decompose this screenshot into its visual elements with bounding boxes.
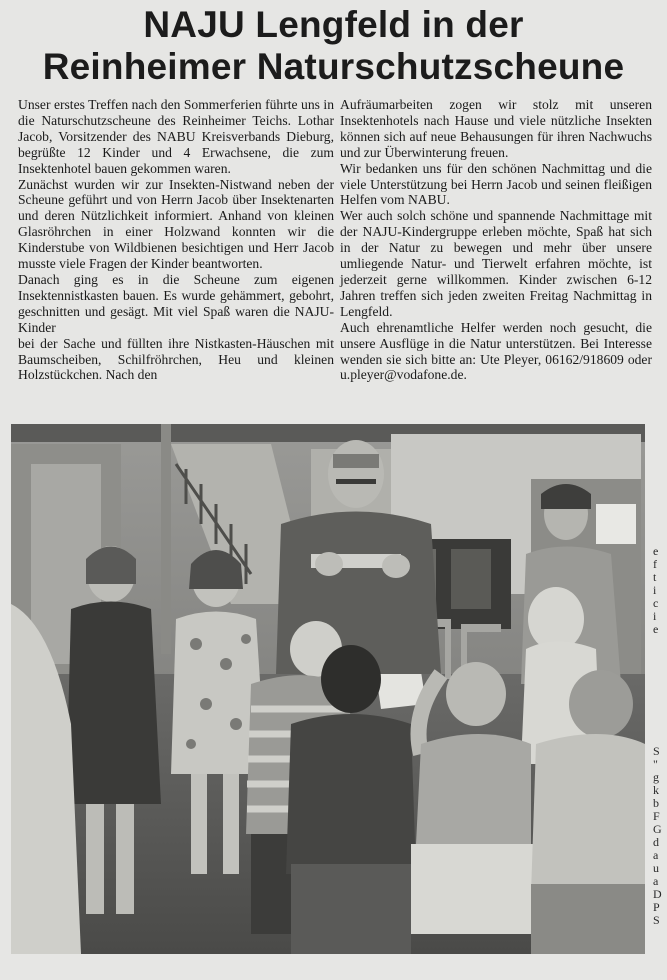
edge-letter: d <box>653 835 659 849</box>
edge-letter: t <box>653 570 657 584</box>
headline-line-1: NAJU Lengfeld in der <box>143 4 524 45</box>
edge-letter: g <box>653 770 659 784</box>
edge-letter: a <box>653 848 659 862</box>
paragraph: Auch ehrenamtliche Helfer werden noch gesucht, die unsere Ausflüge in die Natur unterstützen. Bei Interesse wenden sie sich bitte an: Ute Pleyer, 06162/918609 oder u.pleyer@vodafone.de. <box>340 319 652 383</box>
edge-letter: S <box>653 744 660 758</box>
adjacent-article-fragment-top <box>653 545 667 636</box>
edge-letter: G <box>653 822 662 836</box>
paragraph: Aufräumarbeiten zogen wir stolz mit unseren Insektenhotels nach Hause und viele nützliche Insekten können sich auf neue Behausungen für ihren Nachwuchs und zur Überwinterung freuen. <box>340 97 652 160</box>
photo-illustration <box>11 424 645 954</box>
edge-letter: i <box>653 609 657 623</box>
edge-letter: e <box>653 622 659 636</box>
paragraph: Wir bedanken uns für den schönen Nachmittag und die viele Unterstützung bei Herrn Jacob und seinen fleißigen Helfen vom NABU. <box>340 160 652 208</box>
article-photo <box>11 424 645 954</box>
paragraph: Unser erstes Treffen nach den Sommerferien führte uns in die Naturschutzscheune des Reinheimer Teichs. Lothar Jacob, Vorsitzender des NABU Kreisverbands Dieburg, begrüßte 12 Kinder und 4 Erwachsene, die zum Insektenhotel bauen gekommen waren. <box>18 97 334 176</box>
article-headline <box>0 4 667 88</box>
paragraph: Danach ging es in die Scheune zum eigenen Insektennistkasten bauen. Es wurde gehämmert, gebohrt, geschnitten und gesägt. Mit viel Spaß waren die NAJU-Kinder <box>18 271 334 335</box>
edge-letter: P <box>653 900 660 914</box>
edge-letter: " <box>653 757 658 771</box>
adjacent-article-fragment-bottom <box>653 745 667 927</box>
edge-letter: a <box>653 874 659 888</box>
edge-letter: F <box>653 809 660 823</box>
edge-letter: k <box>653 783 659 797</box>
edge-letter: i <box>653 583 657 597</box>
edge-letter: e <box>653 544 659 558</box>
edge-letter: f <box>653 557 657 571</box>
paragraph: bei der Sache und füllten ihre Nistkasten-Häuschen mit Baumscheiben, Schilfröhrchen, Heu und kleinen Holzstückchen. Nach den <box>18 335 334 383</box>
edge-letter: D <box>653 887 662 901</box>
paragraph: Zunächst wurden wir zur Insekten-Nistwand neben der Scheune geführt und von Herrn Jacob über Insektenarten und deren Nützlichkeit informiert. Anhand von kleinen Glasröhrchen in einer Holzwand konnten wir die Kinderstube von Wildbienen besichtigen und Herr Jacob musste viele Fragen der Kinder beantworten. <box>18 176 334 272</box>
article-right-column <box>340 97 652 383</box>
edge-letter: b <box>653 796 659 810</box>
paragraph: Wer auch solch schöne und spannende Nachmittage mit der NAJU-Kindergruppe erleben möchte, Spaß hat sich in der Natur zu bewegen und mehr über unsere umliegende Natur- und Tierwelt erfahren möchte, ist jederzeit gerne willkommen. Kinder zwischen 6-12 Jahren treffen sich jeden zweiten Freitag Nachmittag in Lengfeld. <box>340 208 652 319</box>
edge-letter: u <box>653 861 659 875</box>
photo-sign <box>596 504 636 544</box>
edge-letter: S <box>653 913 660 927</box>
article-left-column <box>18 97 334 383</box>
headline-line-2: Reinheimer Naturschutzscheune <box>42 46 625 87</box>
edge-letter: c <box>653 596 659 610</box>
